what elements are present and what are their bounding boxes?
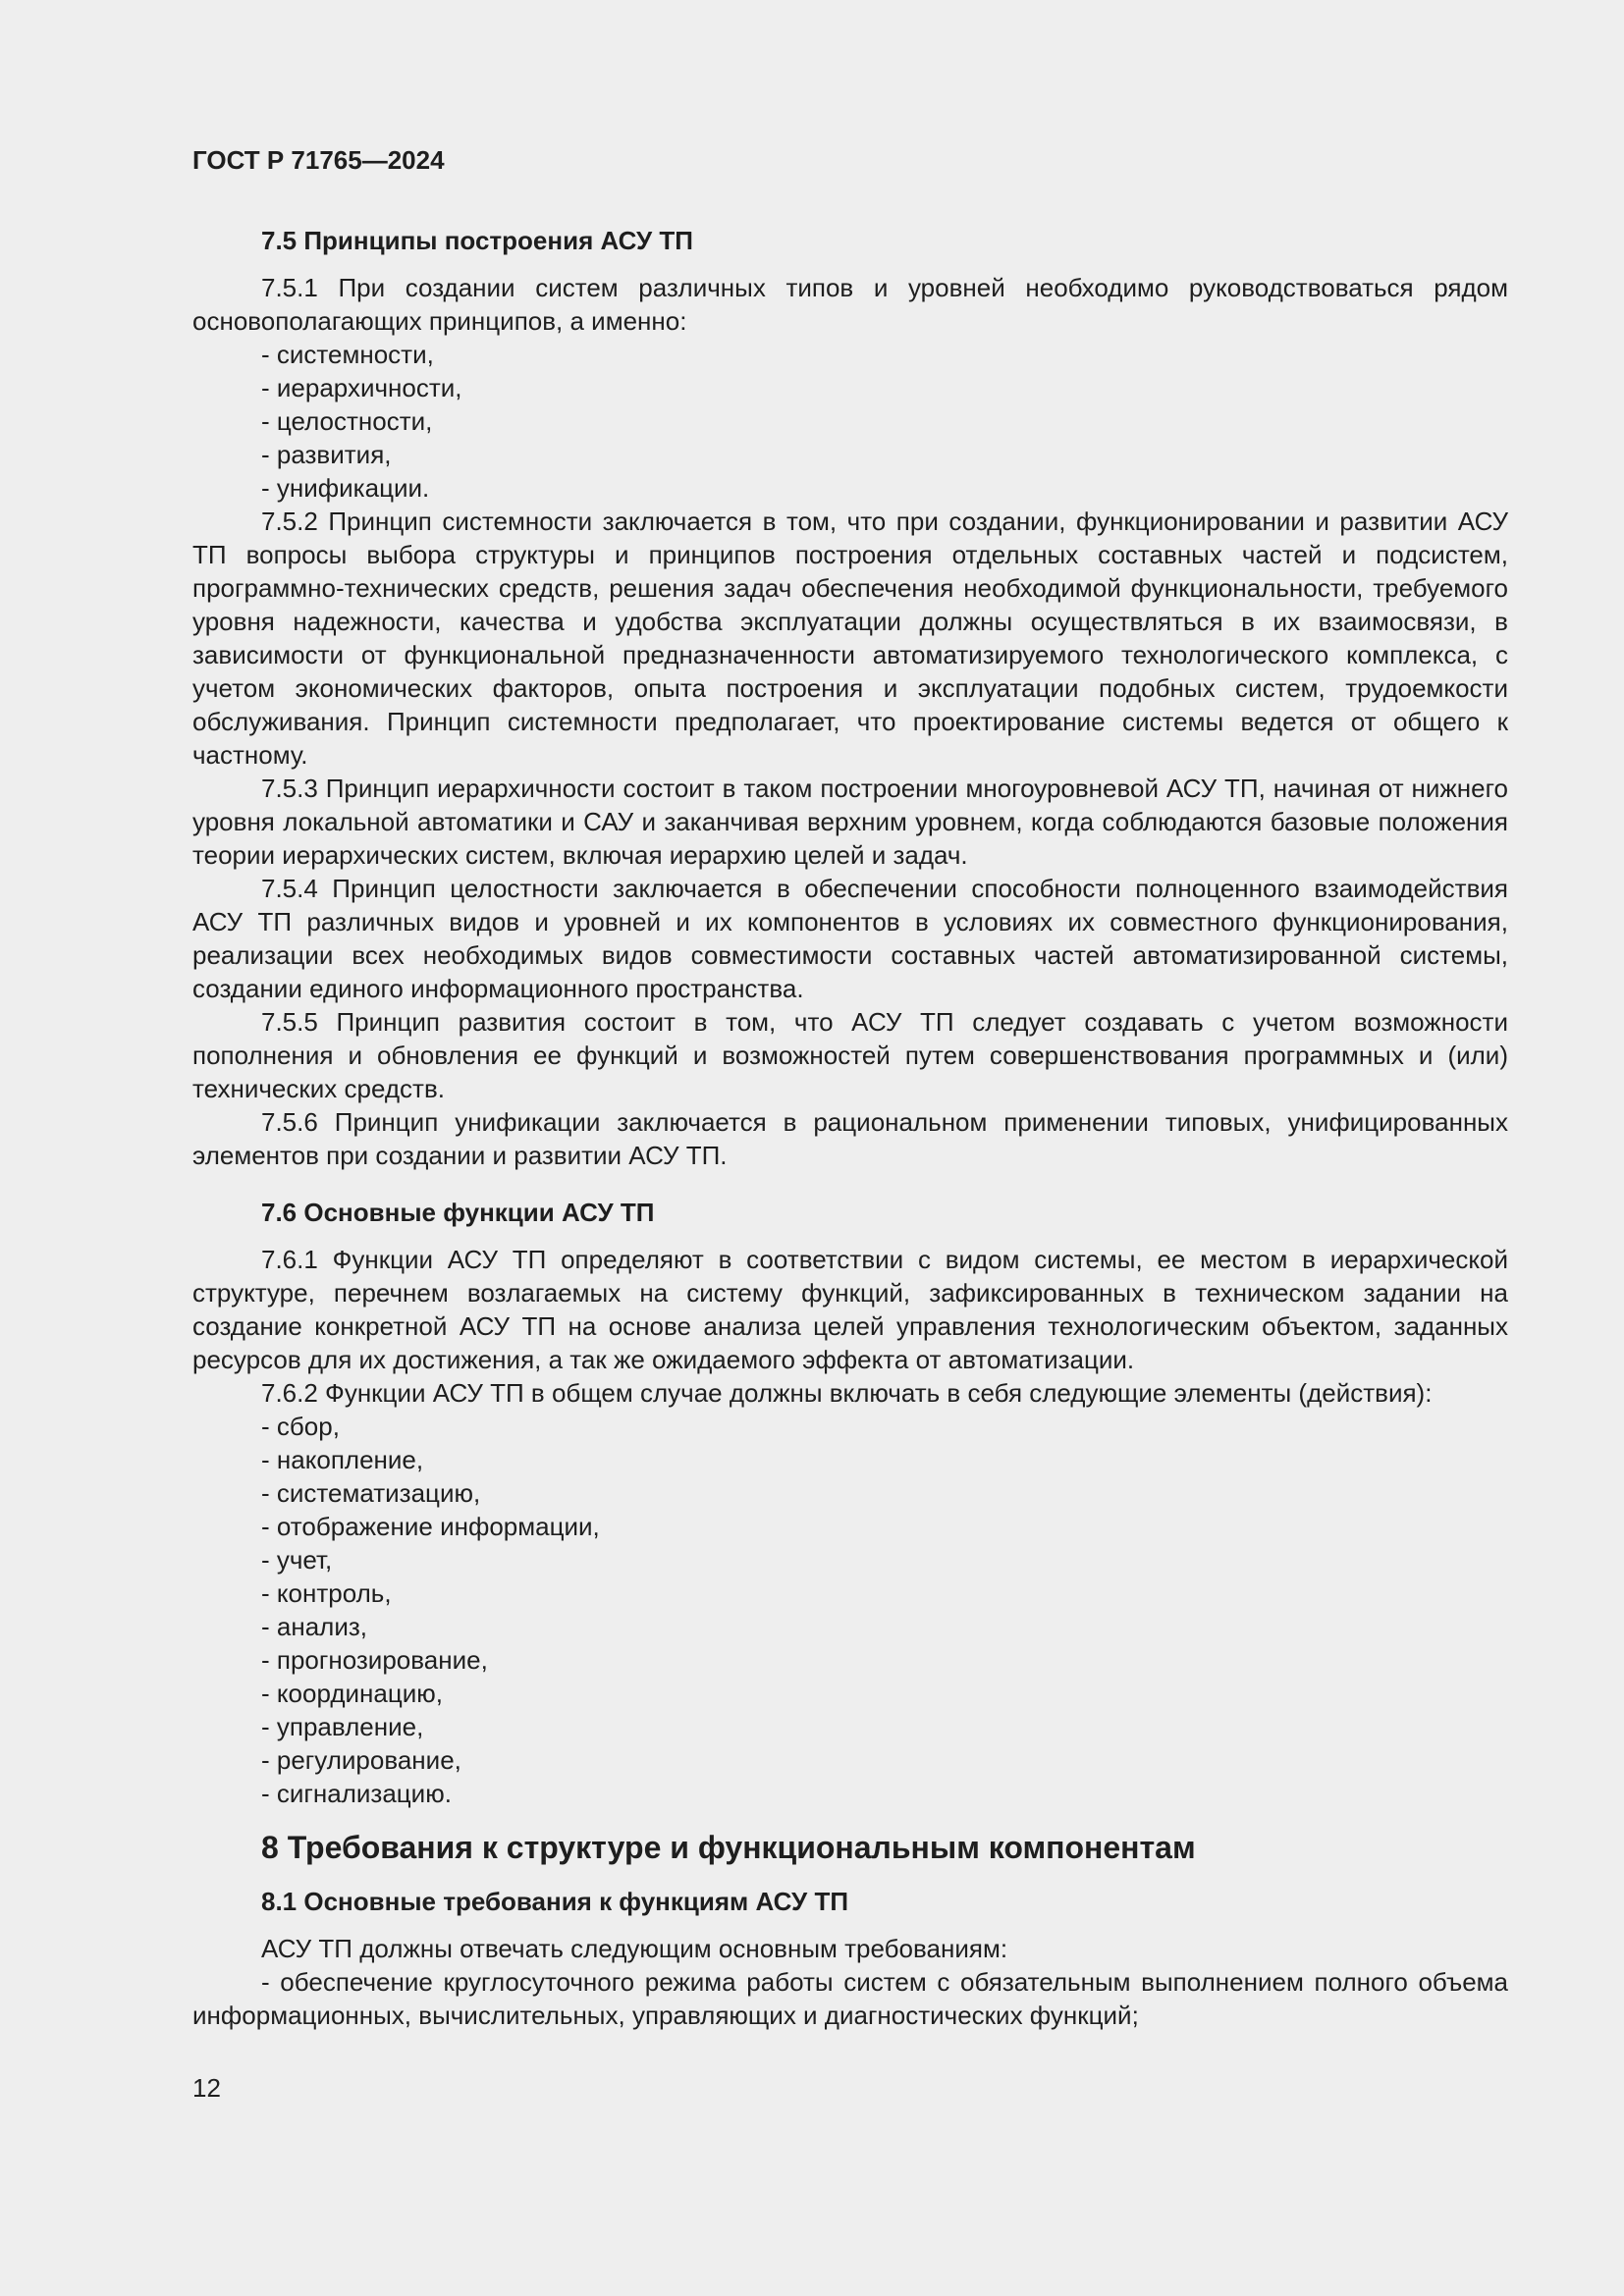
section-8-1-heading: 8.1 Основные требования к функциям АСУ ТП <box>261 1887 849 1916</box>
section-7-5-heading: 7.5 Принципы построения АСУ ТП <box>261 226 693 255</box>
section-7-6-heading: 7.6 Основные функции АСУ ТП <box>261 1198 655 1227</box>
paragraph-8-1-intro: АСУ ТП должны отвечать следующим основным требованиям: <box>261 1934 1008 1963</box>
paragraph-7-5-3: 7.5.3 Принцип иерархичности состоит в таком построении многоуровневой АСУ ТП, начиная от нижнего уровня локальной автоматики и САУ и заканчивая верхним уровнем, когда соблюдаются базовые положения теории иерархических систем, включая иерархию целей и задач. <box>192 774 1508 870</box>
section-8-heading: 8 Требования к структуре и функциональным компонентам <box>261 1830 1196 1865</box>
list-item: - регулирование, <box>261 1745 461 1775</box>
paragraph-7-6-2: 7.6.2 Функции АСУ ТП в общем случае должны включать в себя следующие элементы (действия): <box>261 1378 1433 1408</box>
list-item: - системности, <box>261 340 434 369</box>
page-number: 12 <box>192 2073 221 2103</box>
paragraph-7-5-1: 7.5.1 При создании систем различных типов и уровней необходимо руководствоваться рядом основополагающих принципов, а именно: <box>192 273 1508 336</box>
paragraph-7-5-6: 7.5.6 Принцип унификации заключается в рациональном применении типовых, унифицированных элементов при создании и развитии АСУ ТП. <box>192 1107 1508 1170</box>
list-item: - прогнозирование, <box>261 1645 488 1675</box>
page-content <box>192 224 1508 2032</box>
paragraph-7-5-5: 7.5.5 Принцип развития состоит в том, что АСУ ТП следует создавать с учетом возможности пополнения и обновления ее функций и возможностей путем совершенствования программных и (или) технических средств. <box>192 1007 1508 1103</box>
standard-number: ГОСТ Р 71765—2024 <box>192 145 445 175</box>
list-item: - отображение информации, <box>261 1512 600 1541</box>
list-item: - анализ, <box>261 1612 367 1641</box>
list-item: - унификации. <box>261 473 430 503</box>
list-item: - контроль, <box>261 1578 392 1608</box>
paragraph-7-5-2: 7.5.2 Принцип системности заключается в том, что при создании, функционировании и развитии АСУ ТП вопросы выбора структуры и принципов построения отдельных составных частей и подсистем, программно-технических средств, решения задач обеспечения необходимой функциональности, требуемого уровня надежности, качества и удобства эксплуатации должны осуществляться в их взаимосвязи, в зависимости от функциональной предназначенности автоматизируемого технологического комплекса, с учетом экономических факторов, опыта построения и эксплуатации подобных систем, трудоемкости обслуживания. Принцип системности предполагает, что проектирование системы ведется от общего к частному. <box>192 507 1508 770</box>
paragraph-8-1-item: - обеспечение круглосуточного режима работы систем с обязательным выполнением полного объема информационных, вычислительных, управляющих и диагностических функций; <box>192 1967 1508 2030</box>
list-item: - сигнализацию. <box>261 1779 452 1808</box>
list-item: - целостности, <box>261 406 433 436</box>
spacer <box>192 1172 1508 1196</box>
list-item: - сбор, <box>261 1412 340 1441</box>
list-item: - учет, <box>261 1545 333 1575</box>
list-item: - иерархичности, <box>261 373 462 402</box>
list-item: - систематизацию, <box>261 1478 481 1508</box>
paragraph-7-6-1: 7.6.1 Функции АСУ ТП определяют в соответствии с видом системы, ее местом в иерархической структуре, перечнем возлагаемых на систему функций, зафиксированных в техническом задании на создание конкретной АСУ ТП на основе анализа целей управления технологическим объектом, заданных ресурсов для их достижения, а так же ожидаемого эффекта от автоматизации. <box>192 1245 1508 1374</box>
list-item: - координацию, <box>261 1679 443 1708</box>
paragraph-7-5-4: 7.5.4 Принцип целостности заключается в обеспечении способности полноценного взаимодействия АСУ ТП различных видов и уровней и их компонентов в условиях их совместного функционирования, реализации всех необходимых видов совместимости составных частей автоматизированной системы, создании единого информационного пространства. <box>192 874 1508 1003</box>
list-item: - накопление, <box>261 1445 424 1474</box>
list-item: - развития, <box>261 440 392 469</box>
list-item: - управление, <box>261 1712 424 1741</box>
